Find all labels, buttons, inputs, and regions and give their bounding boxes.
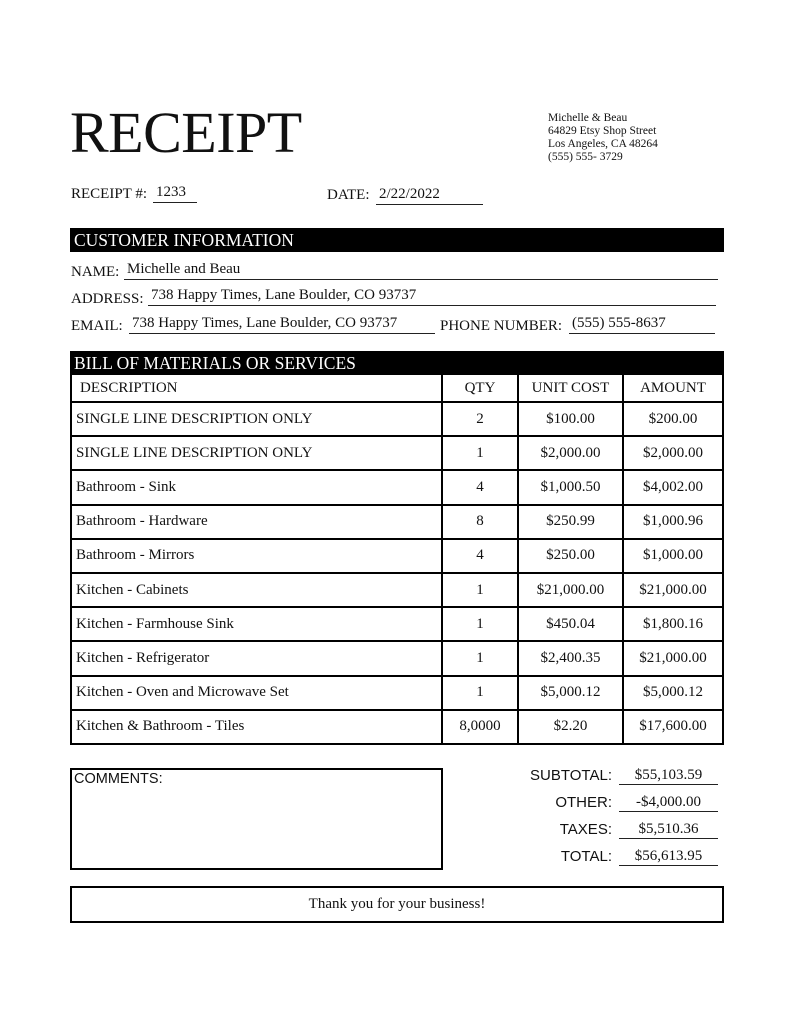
row-description: Kitchen - Cabinets: [76, 581, 189, 598]
row-qty: 4: [441, 540, 517, 572]
row-qty: 8: [441, 506, 517, 538]
customer-address-field[interactable]: 738 Happy Times, Lane Boulder, CO 93737: [148, 287, 716, 306]
row-unit-cost: $1,000.50: [517, 471, 622, 503]
row-unit-cost: $21,000.00: [517, 574, 622, 606]
row-qty: 1: [441, 642, 517, 674]
customer-phone-label: PHONE NUMBER:: [440, 318, 563, 334]
row-description: Bathroom - Sink: [76, 478, 176, 495]
row-qty: 8,0000: [441, 711, 517, 743]
row-description: Kitchen & Bathroom - Tiles: [76, 718, 245, 735]
row-amount: $1,800.16: [622, 608, 722, 640]
subtotal-label: SUBTOTAL:: [530, 767, 612, 784]
comments-label: COMMENTS:: [74, 771, 163, 787]
table-row: [72, 504, 722, 538]
other-value: -$4,000.00: [619, 794, 718, 812]
date-field[interactable]: 2/22/2022: [376, 186, 483, 205]
table-row: [72, 401, 722, 435]
row-qty: 1: [441, 677, 517, 709]
column-header-qty: QTY: [441, 375, 517, 401]
customer-phone-field[interactable]: (555) 555-8637: [569, 315, 715, 334]
row-qty: 1: [441, 437, 517, 469]
table-row: [72, 572, 722, 606]
total-value: $56,613.95: [619, 848, 718, 866]
bill-table-header: [72, 375, 722, 401]
column-header-unit-cost: UNIT COST: [517, 375, 622, 401]
company-info: [548, 112, 658, 164]
row-amount: $200.00: [622, 403, 722, 435]
row-qty: 4: [441, 471, 517, 503]
table-row: [72, 640, 722, 674]
column-header-description: DESCRIPTION: [80, 379, 178, 396]
receipt-number-label: RECEIPT #:: [71, 186, 147, 202]
customer-email-label: EMAIL:: [71, 318, 123, 334]
row-unit-cost: $250.00: [517, 540, 622, 572]
table-row: [72, 469, 722, 503]
row-qty: 1: [441, 574, 517, 606]
row-unit-cost: $2,400.35: [517, 642, 622, 674]
table-row: [72, 675, 722, 709]
customer-info-header: CUSTOMER INFORMATION: [70, 228, 724, 252]
table-row: [72, 538, 722, 572]
row-amount: $2,000.00: [622, 437, 722, 469]
row-description: Kitchen - Farmhouse Sink: [76, 615, 234, 632]
company-name: Michelle & Beau: [548, 112, 628, 124]
row-amount: $5,000.12: [622, 677, 722, 709]
receipt-title: RECEIPT: [70, 100, 302, 165]
other-label: OTHER:: [555, 794, 612, 811]
company-phone: (555) 555- 3729: [548, 151, 623, 163]
company-street: 64829 Etsy Shop Street: [548, 125, 657, 137]
receipt-number-field[interactable]: 1233: [153, 184, 197, 203]
column-header-amount: AMOUNT: [622, 375, 722, 401]
row-amount: $21,000.00: [622, 642, 722, 674]
row-amount: $4,002.00: [622, 471, 722, 503]
taxes-value: $5,510.36: [619, 821, 718, 839]
taxes-label: TAXES:: [559, 821, 612, 838]
row-amount: $1,000.00: [622, 540, 722, 572]
row-qty: 2: [441, 403, 517, 435]
row-unit-cost: $450.04: [517, 608, 622, 640]
row-description: Bathroom - Hardware: [76, 513, 208, 530]
row-unit-cost: $2,000.00: [517, 437, 622, 469]
comments-box[interactable]: [70, 768, 443, 870]
subtotal-value: $55,103.59: [619, 767, 718, 785]
customer-email-field[interactable]: 738 Happy Times, Lane Boulder, CO 93737: [129, 315, 435, 334]
bill-table: [70, 375, 724, 745]
row-description: Bathroom - Mirrors: [76, 547, 195, 564]
row-amount: $1,000.96: [622, 506, 722, 538]
customer-name-label: NAME:: [71, 264, 120, 280]
customer-address-label: ADDRESS:: [71, 291, 144, 307]
row-qty: 1: [441, 608, 517, 640]
date-label: DATE:: [327, 187, 370, 203]
thank-you-banner: Thank you for your business!: [70, 886, 724, 923]
table-row: [72, 709, 722, 743]
row-description: SINGLE LINE DESCRIPTION ONLY: [76, 444, 313, 461]
row-unit-cost: $5,000.12: [517, 677, 622, 709]
row-description: SINGLE LINE DESCRIPTION ONLY: [76, 410, 313, 427]
row-unit-cost: $250.99: [517, 506, 622, 538]
row-amount: $17,600.00: [622, 711, 722, 743]
row-amount: $21,000.00: [622, 574, 722, 606]
row-description: Kitchen - Oven and Microwave Set: [76, 684, 289, 701]
customer-name-field[interactable]: Michelle and Beau: [124, 261, 718, 280]
row-unit-cost: $2.20: [517, 711, 622, 743]
total-label: TOTAL:: [560, 848, 612, 865]
table-row: [72, 435, 722, 469]
table-row: [72, 606, 722, 640]
company-city: Los Angeles, CA 48264: [548, 138, 658, 150]
row-unit-cost: $100.00: [517, 403, 622, 435]
bill-header: BILL OF MATERIALS OR SERVICES: [70, 351, 724, 375]
row-description: Kitchen - Refrigerator: [76, 649, 210, 666]
